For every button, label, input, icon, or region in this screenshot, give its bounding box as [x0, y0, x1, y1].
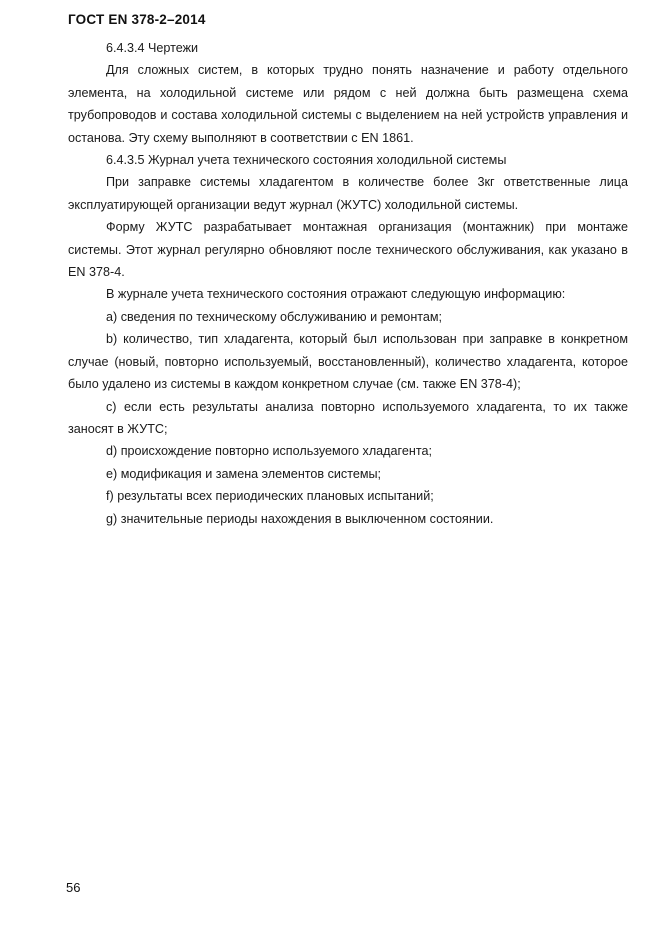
paragraph-logbook-form: Форму ЖУТС разрабатывает монтажная организация (монтажник) при монтаже системы. Этот журнал регулярно обновляют после технического обслуживания, как указано в EN 378-4.	[68, 220, 628, 280]
section-heading-logbook: 6.4.3.5 Журнал учета технического состояния холодильной системы	[106, 153, 507, 168]
page-header-standard: ГОСТ EN 378-2–2014	[68, 12, 206, 27]
document-body	[68, 37, 628, 530]
list-item-d: d) происхождение повторно используемого хладагента;	[106, 444, 432, 459]
paragraph-logbook-intro: В журнале учета технического состояния отражают следующую информацию:	[106, 287, 566, 302]
page-number: 56	[66, 880, 81, 895]
list-item-a: a) сведения по техническому обслуживанию и ремонтам;	[106, 309, 443, 324]
list-item-b: b) количество, тип хладагента, который был использован при заправке в конкретном случае (новый, повторно используемый, восстановленный), количество хладагента, которое было удалено из системы в каждом конкретном случае (см. также EN 378-4);	[68, 332, 628, 392]
list-item-c: c) если есть результаты анализа повторно используемого хладагента, то их также заносят в ЖУТС;	[68, 399, 628, 436]
list-item-e: e) модификация и замена элементов системы;	[106, 466, 382, 481]
paragraph-drawings-text: Для сложных систем, в которых трудно понять назначение и работу отдельного элемента, на холодильной системе или рядом с ней должна быть размещена схема трубопроводов и состава холодильной системы с выделением на ней устройств управления и останова. Эту схему выполняют в соответствии с EN 1861.	[68, 63, 628, 145]
list-item-f: f) результаты всех периодических плановых испытаний;	[106, 489, 434, 504]
section-heading-drawings: 6.4.3.4 Чертежи	[106, 41, 199, 55]
paragraph-logbook-charge: При заправке системы хладагентом в количестве более 3кг ответственные лица эксплуатирующей организации ведут журнал (ЖУТС) холодильной системы.	[68, 175, 628, 212]
list-item-g: g) значительные периоды нахождения в выключенном состоянии.	[106, 511, 494, 526]
